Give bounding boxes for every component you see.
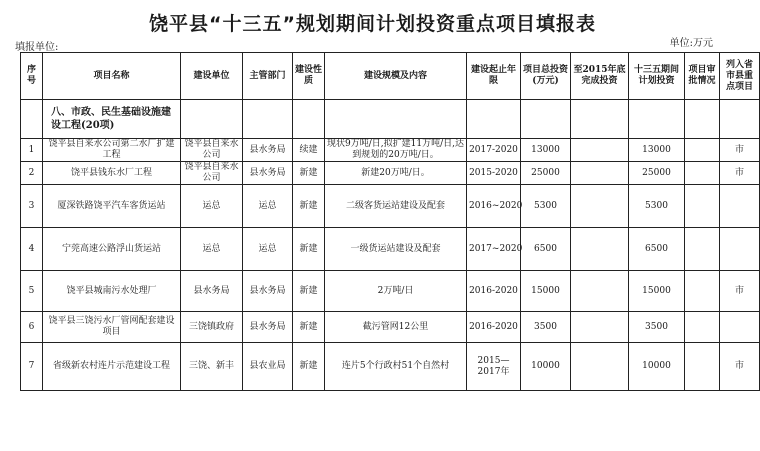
key-level: 市 [720, 343, 760, 391]
total-investment: 15000 [521, 271, 571, 312]
approval [685, 312, 720, 343]
dept: 县水务局 [243, 312, 293, 343]
build-unit: 县水务局 [181, 271, 243, 312]
total-investment: 5300 [521, 185, 571, 228]
project-name: 饶平县钱东水厂工程 [43, 162, 181, 185]
nature: 新建 [293, 271, 325, 312]
project-name: 省级新农村连片示范建设工程 [43, 343, 181, 391]
done-investment [571, 271, 629, 312]
project-name: 饶平县城南污水处理厂 [43, 271, 181, 312]
table-row [21, 343, 760, 391]
key-level: 市 [720, 162, 760, 185]
row-no: 1 [21, 139, 43, 162]
done-investment [571, 162, 629, 185]
header-cell: 建设规模及内容 [325, 53, 467, 100]
project-name: 饶平县自来水公司第二水厂扩建工程 [43, 139, 181, 162]
total-investment: 25000 [521, 162, 571, 185]
dept: 县农业局 [243, 343, 293, 391]
project-table [20, 52, 760, 391]
build-unit: 运总 [181, 185, 243, 228]
row-no: 7 [21, 343, 43, 391]
build-unit: 饶平县自来水公司 [181, 139, 243, 162]
plan-investment: 25000 [629, 162, 685, 185]
build-unit: 饶平县自来水公司 [181, 162, 243, 185]
table-row [21, 271, 760, 312]
header-cell: 建设性质 [293, 53, 325, 100]
row-no: 3 [21, 185, 43, 228]
build-unit: 三饶、新丰 [181, 343, 243, 391]
years: 2017~2020 [467, 228, 521, 271]
key-level [720, 185, 760, 228]
page-title: 饶平县“十三五”规划期间计划投资重点项目填报表 [149, 13, 596, 35]
row-no: 2 [21, 162, 43, 185]
row-no: 6 [21, 312, 43, 343]
project-name: 厦深铁路饶平汽车客货运站 [43, 185, 181, 228]
approval [685, 139, 720, 162]
nature: 新建 [293, 343, 325, 391]
header-cell: 项目总投资(万元) [521, 53, 571, 100]
table-row [21, 312, 760, 343]
nature: 新建 [293, 185, 325, 228]
dept: 县水务局 [243, 271, 293, 312]
dept: 县水务局 [243, 162, 293, 185]
key-level [720, 228, 760, 271]
key-level: 市 [720, 271, 760, 312]
header-row [21, 53, 760, 100]
plan-investment: 15000 [629, 271, 685, 312]
section-title: 八、市政、民生基础设施建设工程(20项) [43, 100, 181, 139]
plan-investment: 10000 [629, 343, 685, 391]
done-investment [571, 343, 629, 391]
scale: 二级客货运站建设及配套 [325, 185, 467, 228]
table-row [21, 228, 760, 271]
project-name: 宁莞高速公路浮山货运站 [43, 228, 181, 271]
years: 2016-2020 [467, 312, 521, 343]
scale: 现状9万吨/日,拟扩建11万吨/日,达到规划的20万吨/日。 [325, 139, 467, 162]
scale: 截污管网12公里 [325, 312, 467, 343]
currency-unit: 单位:万元 [669, 38, 713, 49]
total-investment: 3500 [521, 312, 571, 343]
nature: 续建 [293, 139, 325, 162]
approval [685, 185, 720, 228]
build-unit: 三饶镇政府 [181, 312, 243, 343]
done-investment [571, 228, 629, 271]
dept: 运总 [243, 185, 293, 228]
key-level [720, 312, 760, 343]
done-investment [571, 312, 629, 343]
nature: 新建 [293, 228, 325, 271]
table-row [21, 162, 760, 185]
section-row [21, 100, 760, 139]
done-investment [571, 185, 629, 228]
scale: 2万吨/日 [325, 271, 467, 312]
plan-investment: 6500 [629, 228, 685, 271]
approval [685, 271, 720, 312]
plan-investment: 3500 [629, 312, 685, 343]
header-cell: 十三五期间计划投资 [629, 53, 685, 100]
header-cell: 序号 [21, 53, 43, 100]
key-level: 市 [720, 139, 760, 162]
scale: 新建20万吨/日。 [325, 162, 467, 185]
header-cell: 主管部门 [243, 53, 293, 100]
plan-investment: 13000 [629, 139, 685, 162]
years: 2015—2017年 [467, 343, 521, 391]
row-no: 5 [21, 271, 43, 312]
approval [685, 228, 720, 271]
dept: 运总 [243, 228, 293, 271]
dept: 县水务局 [243, 139, 293, 162]
years: 2016-2020 [467, 271, 521, 312]
total-investment: 6500 [521, 228, 571, 271]
years: 2015-2020 [467, 162, 521, 185]
years: 2017-2020 [467, 139, 521, 162]
total-investment: 10000 [521, 343, 571, 391]
scale: 连片5个行政村51个自然村 [325, 343, 467, 391]
approval [685, 343, 720, 391]
approval [685, 162, 720, 185]
header-cell: 建设起止年限 [467, 53, 521, 100]
done-investment [571, 139, 629, 162]
plan-investment: 5300 [629, 185, 685, 228]
total-investment: 13000 [521, 139, 571, 162]
years: 2016~2020 [467, 185, 521, 228]
row-no: 4 [21, 228, 43, 271]
table-row [21, 139, 760, 162]
header-cell: 项目审批情况 [685, 53, 720, 100]
header-cell: 项目名称 [43, 53, 181, 100]
nature: 新建 [293, 312, 325, 343]
build-unit: 运总 [181, 228, 243, 271]
header-cell: 列入省市县重点项目 [720, 53, 760, 100]
table-row [21, 185, 760, 228]
header-cell: 建设单位 [181, 53, 243, 100]
project-name: 饶平县三饶污水厂管网配套建设项目 [43, 312, 181, 343]
fill-unit-label: 填报单位: [15, 42, 59, 53]
scale: 一级货运站建设及配套 [325, 228, 467, 271]
nature: 新建 [293, 162, 325, 185]
header-cell: 至2015年底完成投资 [571, 53, 629, 100]
